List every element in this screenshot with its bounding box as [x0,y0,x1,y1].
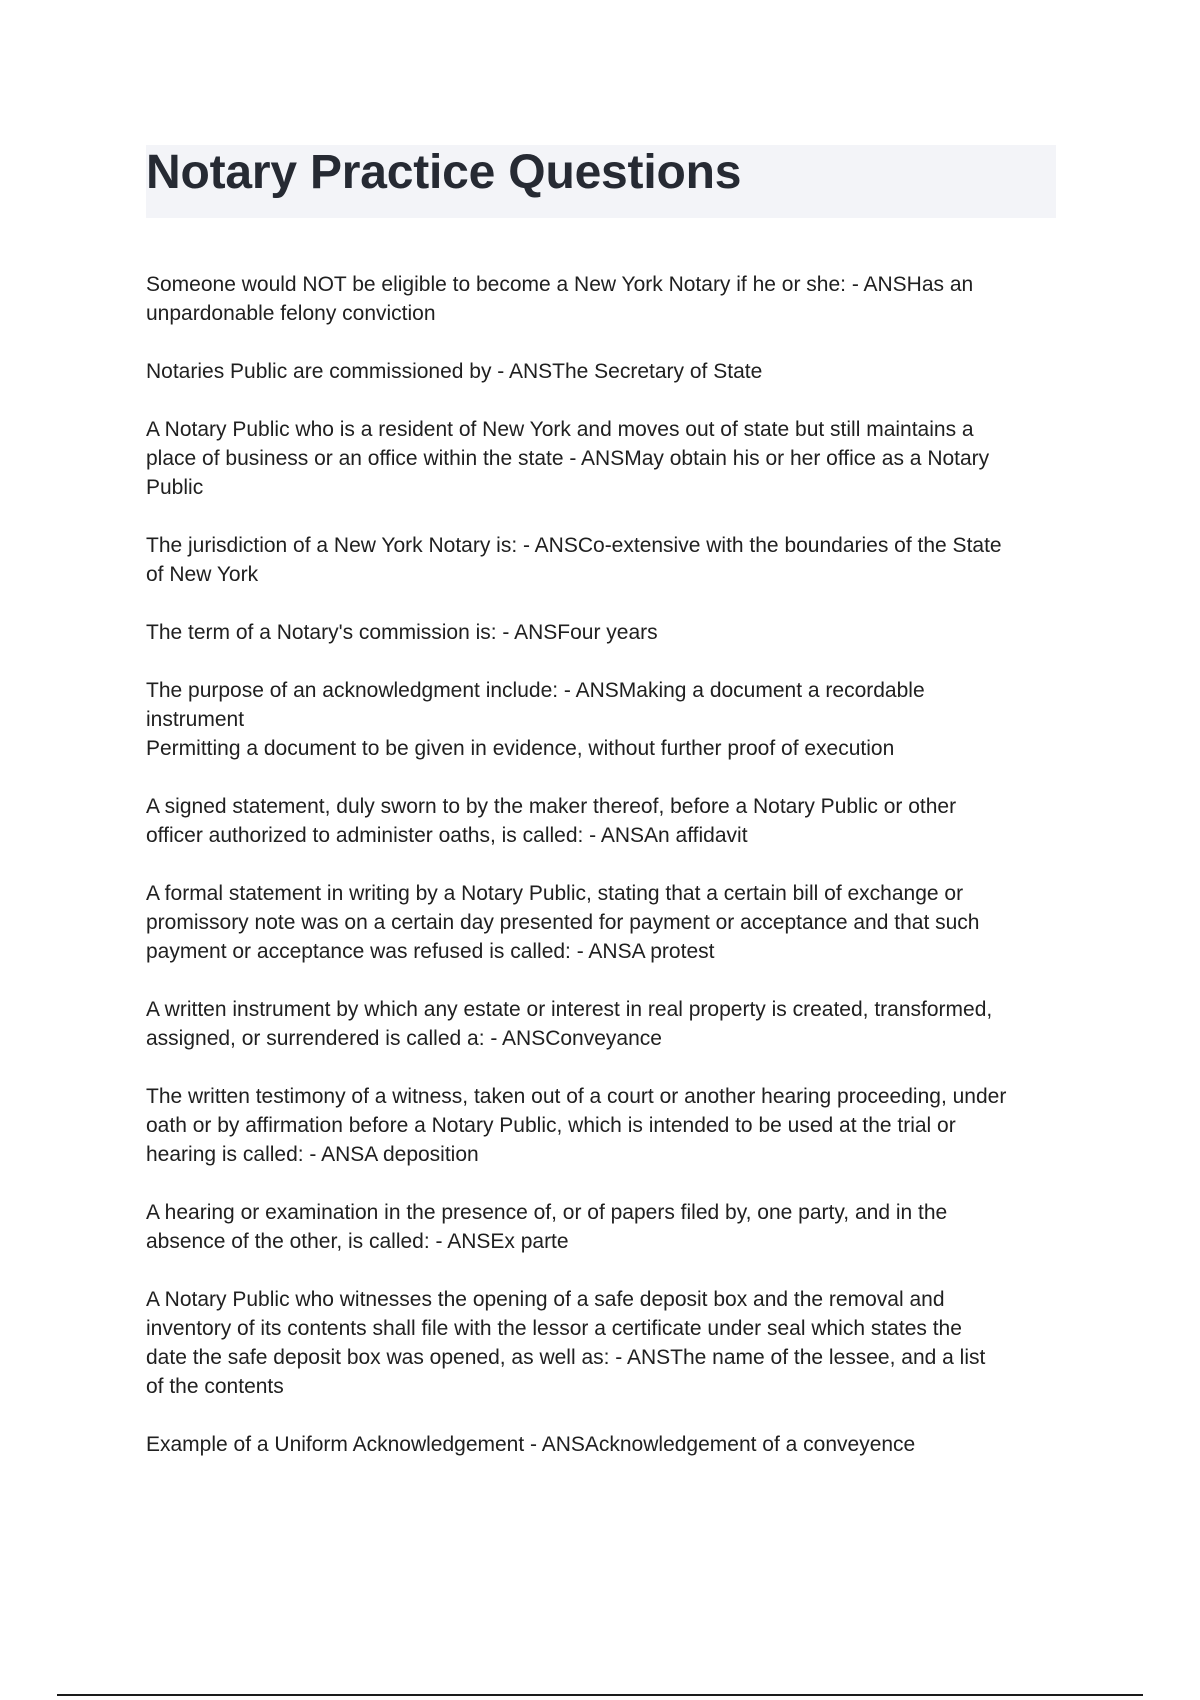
qa-entry: Notaries Public are commissioned by - ANSThe Secretary of State [146,360,763,383]
qa-entry: Example of a Uniform Acknowledgement - ANSAcknowledgement of a conveyence [146,1433,916,1456]
qa-entry: A Notary Public who is a resident of New York and moves out of state but still maintains a place of business or an office within the state - ANSMay obtain his or her office as a Notary Public [146,418,990,499]
qa-entry: A written instrument by which any estate or interest in real property is created, transformed, assigned, or surrendered is called a: - ANSConveyance [146,998,993,1050]
qa-entry: A Notary Public who witnesses the opening of a safe deposit box and the removal and inventory of its contents shall file with the lessor a certificate under seal which states the date the safe deposit box was opened, as well as: - ANSThe name of the lessee, and a list of the contents [146,1288,986,1398]
page-title: Notary Practice Questions [146,146,742,199]
question-answer-list [146,270,1066,1488]
footer-divider [57,1694,1143,1696]
qa-entry: A signed statement, duly sworn to by the maker thereof, before a Notary Public or other officer authorized to administer oaths, is called: - ANSAn affidavit [146,795,957,847]
qa-entry: A hearing or examination in the presence of, or of papers filed by, one party, and in the absence of the other, is called: - ANSEx parte [146,1201,948,1253]
qa-entry: The jurisdiction of a New York Notary is: - ANSCo-extensive with the boundaries of the State of New York [146,534,1002,586]
qa-entry: The term of a Notary's commission is: - ANSFour years [146,621,658,644]
qa-entry: Someone would NOT be eligible to become a New York Notary if he or she: - ANSHas an unpardonable felony conviction [146,273,974,325]
qa-entry: A formal statement in writing by a Notary Public, stating that a certain bill of exchange or promissory note was on a certain day presented for payment or acceptance and that such payment or acceptance was refused is called: - ANSA protest [146,882,980,963]
qa-entry: The written testimony of a witness, taken out of a court or another hearing proceeding, under oath or by affirmation before a Notary Public, which is intended to be used at the trial or hearing is called: - ANSA deposition [146,1085,1007,1166]
qa-entry: The purpose of an acknowledgment include: - ANSMaking a document a recordable instrument Permitting a document to be given in evidence, without further proof of execution [146,679,925,760]
